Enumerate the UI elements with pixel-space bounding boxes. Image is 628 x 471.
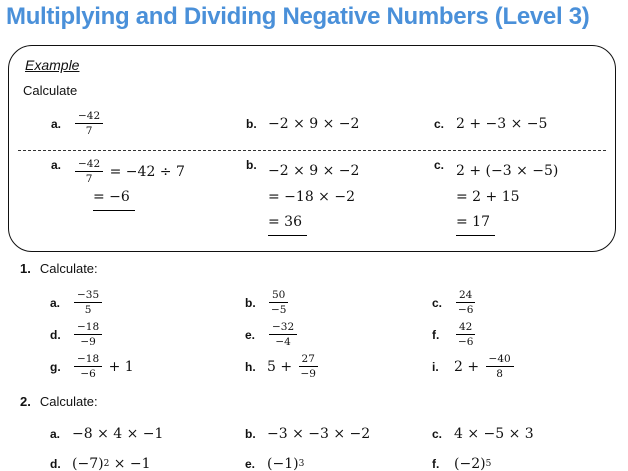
item-expression [72,321,104,348]
fraction-numerator: −18 [74,353,102,367]
worksheet-title: Multiplying and Dividing Negative Numbers (Level 3) [6,3,590,30]
item-label: c. [432,296,443,310]
exercise-item [245,287,432,319]
exercise-item [51,110,246,137]
item-expression [454,289,477,316]
item-label: a. [50,427,61,441]
item-label: f. [432,328,440,342]
fraction [74,353,102,380]
fraction-numerator: −42 [75,158,103,172]
item-expression: (−2) 5 [454,456,492,471]
answer-lines [73,158,185,211]
example-answers-row [51,158,615,236]
example-intro: Calculate [23,83,78,98]
fraction-numerator: 42 [456,321,475,335]
item-label: c. [434,117,445,131]
question-2-header [20,394,98,409]
fraction-numerator: −35 [74,289,102,303]
item-expression: 2 + $\frac{-40}{8}$ [454,353,516,380]
fraction [456,289,475,316]
exercise-item [432,319,622,351]
exercise-item [50,287,245,319]
fraction-numerator: −18 [74,321,102,335]
fraction [74,289,102,316]
item-expression: −2 × 9 × −2 [268,116,360,132]
exercise-item [432,449,622,471]
exercise-item [50,449,245,471]
item-label: d. [50,457,61,471]
fraction-denominator: 7 [85,125,93,137]
fraction [486,353,514,380]
answer-line: $\frac{-42}{7}$ = −42 ÷ 7 [73,158,185,185]
item-label: c. [434,158,445,172]
fraction [75,158,103,185]
example-answer [51,158,246,211]
exercise-item [245,419,432,449]
answer-line: = 2 + 15 [456,189,520,205]
item-expression: (−1) 3 [267,456,305,471]
item-expression: $\frac{-18}{-6}$ + 1 [72,353,134,380]
answer-lines [456,158,558,236]
item-label: a. [51,117,62,131]
item-label: g. [50,360,61,374]
item-label: a. [51,158,62,172]
fraction-numerator: −42 [75,110,103,124]
fraction-denominator: −6 [457,304,474,316]
item-expression: (−7) 2 × −1 [72,456,151,471]
fraction-denominator: −4 [275,336,291,348]
fraction [269,289,288,316]
item-label: d. [50,328,61,342]
exercise-item [432,351,622,383]
fraction-numerator: 50 [269,289,288,303]
answer-line: −2 × 9 × −2 [268,163,360,179]
item-label: b. [246,117,257,131]
item-label: a. [50,296,61,310]
fraction-numerator: −32 [269,321,297,335]
answer-line: = −18 × −2 [268,189,355,205]
fraction [299,353,318,380]
example-box [8,45,616,252]
fraction-denominator: 7 [85,172,93,185]
answer-line: = 17 [456,210,495,236]
fraction [74,321,102,348]
exercise-item [434,116,615,132]
example-divider-dashed-line [18,150,606,151]
exercise-item [432,287,622,319]
question-2-prompt: Calculate: [39,394,98,409]
question-2-number: 2. [20,394,31,409]
fraction-denominator: 5 [84,304,92,316]
fraction [75,110,103,137]
fraction [456,321,475,348]
fraction-numerator: −40 [486,353,514,367]
exercise-item [432,419,622,449]
fraction [269,321,297,348]
item-label: e. [245,457,256,471]
exercise-item [245,351,432,383]
question-1-number: 1. [20,261,31,276]
item-label: e. [245,328,256,342]
answer-line: = 36 [268,210,307,236]
item-expression: 4 × −5 × 3 [454,426,534,442]
item-expression: −3 × −3 × −2 [267,426,371,442]
fraction-denominator: −9 [300,368,316,380]
example-questions-row [51,106,615,142]
item-expression [72,289,104,316]
item-expression [454,321,477,348]
item-expression [267,321,299,348]
answer-line: = −6 [93,185,135,211]
item-label: c. [432,427,443,441]
item-label: h. [245,360,256,374]
item-label: b. [245,296,256,310]
example-answer [246,158,434,236]
answer-lines [268,158,359,236]
item-label: i. [432,360,439,374]
fraction-denominator: −6 [80,368,96,380]
example-answer [434,158,615,236]
exercise-item [50,319,245,351]
answer-line: 2 + (−3 × −5) [456,163,559,179]
fraction-denominator: 8 [496,368,503,380]
exercise-item [245,449,432,471]
fraction-denominator: −9 [80,336,96,348]
item-label: b. [245,427,256,441]
item-expression: 2 + −3 × −5 [456,116,548,132]
item-expression [73,110,105,137]
item-expression: −8 × 4 × −1 [72,426,164,442]
exercise-item [50,351,245,383]
item-label: f. [432,457,440,471]
question-2-items [50,419,622,471]
item-label: b. [246,158,257,172]
exercise-item [50,419,245,449]
question-1-prompt: Calculate: [39,261,98,276]
question-1-header [20,261,98,276]
item-expression: 5 + $\frac{27}{-9}$ [267,353,316,380]
example-heading: Example [25,57,80,73]
exercise-item [245,319,432,351]
exercise-item [246,116,434,132]
fraction-numerator: 24 [456,289,475,303]
item-expression [267,289,290,316]
fraction-denominator: −5 [270,304,287,316]
fraction-numerator: 27 [299,353,318,367]
question-1-items [50,287,622,383]
fraction-denominator: −6 [457,336,474,348]
